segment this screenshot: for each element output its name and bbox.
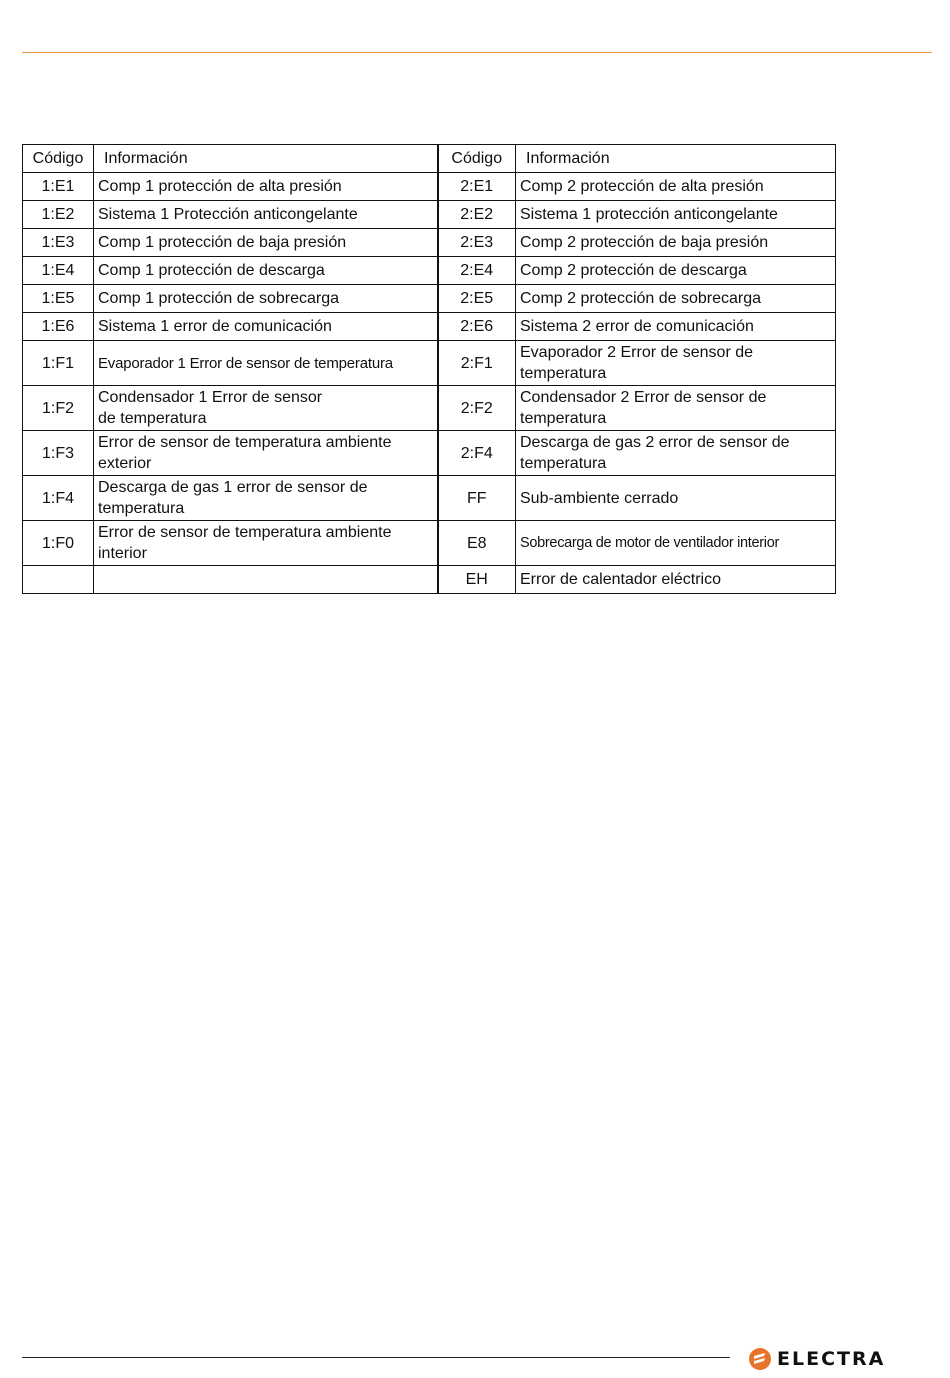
header-rule — [22, 52, 932, 53]
code-cell: 2:F2 — [438, 386, 516, 431]
table-row — [23, 566, 836, 594]
header-info-left: Información — [94, 145, 438, 173]
table-row — [23, 285, 836, 313]
code-cell: 1:E6 — [23, 313, 94, 341]
code-cell: 2:E2 — [438, 201, 516, 229]
info-cell: Condensador 2 Error de sensor de temperatura — [516, 386, 836, 431]
error-code-table — [22, 144, 836, 594]
table-header-row — [23, 145, 836, 173]
code-cell: 1:E4 — [23, 257, 94, 285]
info-cell: Descarga de gas 2 error de sensor de temperatura — [516, 431, 836, 476]
code-cell: 2:F1 — [438, 341, 516, 386]
info-cell: Comp 2 protección de baja presión — [516, 229, 836, 257]
table-row — [23, 431, 836, 476]
code-cell: 1:F3 — [23, 431, 94, 476]
brand-name: ELECTRA — [777, 1348, 886, 1370]
table-row — [23, 341, 836, 386]
info-cell: Evaporador 1 Error de sensor de temperatura — [94, 341, 438, 386]
code-cell: 1:F0 — [23, 521, 94, 566]
table-row — [23, 521, 836, 566]
table-row — [23, 229, 836, 257]
table-row — [23, 257, 836, 285]
info-cell: Sub-ambiente cerrado — [516, 476, 836, 521]
info-cell: Evaporador 2 Error de sensor de temperatura — [516, 341, 836, 386]
info-cell: Sistema 2 error de comunicación — [516, 313, 836, 341]
code-cell: 2:F4 — [438, 431, 516, 476]
info-cell: Sistema 1 Protección anticongelante — [94, 201, 438, 229]
info-cell: Comp 1 protección de descarga — [94, 257, 438, 285]
table-row — [23, 201, 836, 229]
table-row — [23, 313, 836, 341]
code-cell: 2:E1 — [438, 173, 516, 201]
info-cell: Error de sensor de temperatura ambiente interior — [94, 521, 438, 566]
info-cell: Comp 1 protección de alta presión — [94, 173, 438, 201]
info-cell: Comp 2 protección de alta presión — [516, 173, 836, 201]
code-cell: 1:E2 — [23, 201, 94, 229]
info-cell: Error de sensor de temperatura ambiente exterior — [94, 431, 438, 476]
code-cell: 2:E5 — [438, 285, 516, 313]
header-info-right: Información — [516, 145, 836, 173]
code-cell: 1:F2 — [23, 386, 94, 431]
table-row — [23, 476, 836, 521]
code-cell: 1:E5 — [23, 285, 94, 313]
code-cell: E8 — [438, 521, 516, 566]
electra-logo — [748, 1346, 908, 1372]
info-cell: Sistema 1 protección anticongelante — [516, 201, 836, 229]
info-cell: Comp 1 protección de baja presión — [94, 229, 438, 257]
code-cell: 2:E4 — [438, 257, 516, 285]
info-cell: Sistema 1 error de comunicación — [94, 313, 438, 341]
table-row — [23, 173, 836, 201]
code-cell — [23, 566, 94, 594]
table-row — [23, 386, 836, 431]
info-cell: Error de calentador eléctrico — [516, 566, 836, 594]
info-cell: Comp 1 protección de sobrecarga — [94, 285, 438, 313]
info-cell: Comp 2 protección de sobrecarga — [516, 285, 836, 313]
code-cell: 2:E6 — [438, 313, 516, 341]
info-cell: Condensador 1 Error de sensor de temperatura — [94, 386, 438, 431]
code-cell: 1:F4 — [23, 476, 94, 521]
code-cell: 1:F1 — [23, 341, 94, 386]
code-cell: 2:E3 — [438, 229, 516, 257]
header-code-right: Código — [438, 145, 516, 173]
code-cell: 1:E3 — [23, 229, 94, 257]
code-cell: 1:E1 — [23, 173, 94, 201]
info-cell: Comp 2 protección de descarga — [516, 257, 836, 285]
code-cell: FF — [438, 476, 516, 521]
header-code-left: Código — [23, 145, 94, 173]
footer-rule — [22, 1357, 730, 1358]
info-cell: Sobrecarga de motor de ventilador interior — [516, 521, 836, 566]
info-cell: Descarga de gas 1 error de sensor de temperatura — [94, 476, 438, 521]
info-cell — [94, 566, 438, 594]
electra-logo-icon — [748, 1347, 772, 1371]
code-cell: EH — [438, 566, 516, 594]
